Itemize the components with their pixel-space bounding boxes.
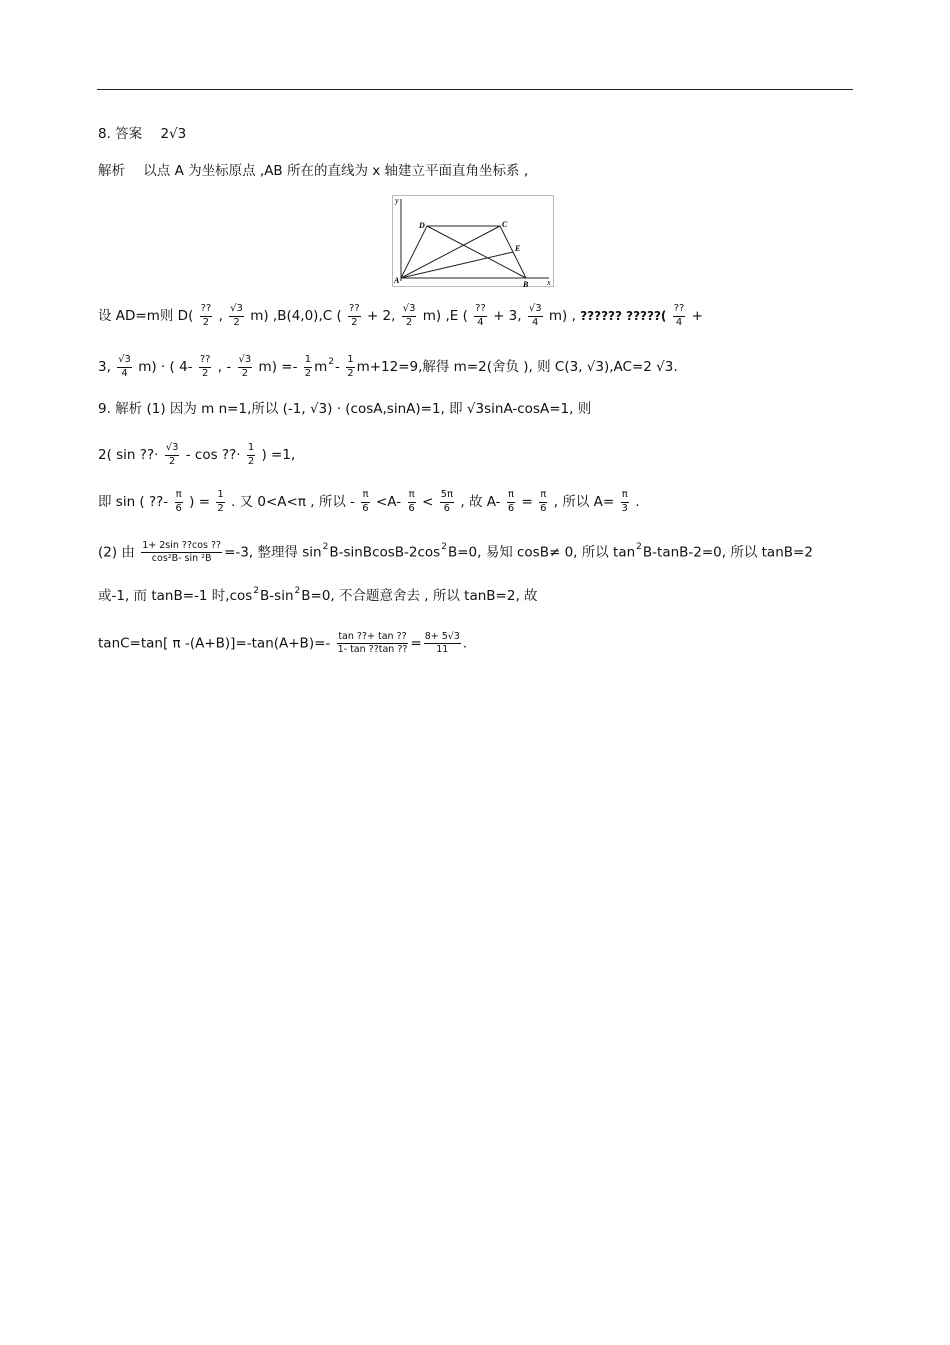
q9-line-5	[98, 586, 538, 604]
text-run: 或-1, 而 tanB=-1 时,cos	[98, 588, 253, 604]
q8-analysis-line	[98, 165, 528, 179]
text-run: . 又 0<A<π , 所以 -	[231, 494, 355, 510]
fraction: $\frac{1}{2}$	[217, 489, 224, 514]
text-run: ,	[218, 308, 223, 324]
fraction: $\frac{√3}{2}$	[238, 354, 252, 379]
fraction: $\frac{1+ 2\sin ??\cos ??}{\text{cos²B- sin ²B}}$	[142, 540, 222, 564]
text-run: m	[314, 359, 328, 375]
fraction: $\frac{1}{2}$	[304, 354, 312, 379]
fraction: $\frac{\pi}{3}$	[621, 489, 628, 514]
superscript: 2	[294, 586, 301, 596]
label-y: y	[395, 196, 399, 205]
fraction: $\frac{5\pi}{6}$	[440, 489, 454, 514]
text-run: , 所以 A=	[553, 494, 615, 510]
fraction: $\frac{??}{2}$	[200, 303, 212, 328]
segment-AD	[401, 226, 427, 278]
fraction: $\frac{1}{2}$	[247, 442, 255, 467]
superscript: 2	[328, 357, 335, 367]
fraction: $\frac{√3}{2}$	[230, 303, 243, 328]
text-run: (2) 由	[98, 544, 135, 561]
label-B: B	[523, 280, 529, 287]
text-run: ) =1,	[261, 447, 296, 463]
superscript: 2	[441, 542, 447, 553]
text-run: + 2,	[366, 308, 396, 324]
text-run: =	[410, 635, 422, 652]
text-run: m) ,	[548, 308, 576, 324]
superscript: 2	[253, 586, 260, 596]
q8-answer-value: 2√3	[160, 126, 187, 142]
text-run: .	[462, 635, 468, 652]
q9-line-4	[98, 541, 813, 564]
text-run: +	[691, 308, 703, 324]
q9-line-3	[98, 490, 639, 514]
label-x: x	[547, 278, 551, 287]
segment-AC	[401, 226, 500, 278]
q9-line-2	[98, 443, 295, 467]
fraction: $\frac{√3}{2}$	[165, 442, 179, 467]
figure-frame	[393, 196, 554, 287]
text-run: 即 sin ( ??-	[98, 494, 169, 510]
text-run: =-3, 整理得 sin	[224, 544, 322, 561]
text-run: =	[521, 494, 533, 510]
text-run: B-sinBcosB-2cos	[329, 544, 441, 561]
fraction: $\frac{??}{2}$	[199, 354, 211, 379]
fraction: $\frac{\pi}{6}$	[362, 489, 369, 514]
fraction: $\frac{1}{2}$	[347, 354, 354, 379]
q8-solution-line-2	[98, 355, 678, 379]
fraction: $\frac{??}{4}$	[475, 303, 486, 328]
text-run: ) =	[189, 494, 211, 510]
q8-solution-line-1	[98, 304, 703, 328]
text-run: B=0, 不合题意舍去 , 所以 tanB=2, 故	[301, 588, 538, 604]
text-run: 2( sin ??·	[98, 447, 159, 463]
text-run: B-sin	[260, 588, 294, 604]
fraction: $\frac{??}{2}$	[349, 303, 360, 328]
text-run: .	[635, 494, 640, 510]
superscript: 2	[322, 542, 329, 553]
q8-answer-line	[98, 128, 186, 142]
fraction: $\frac{??}{4}$	[673, 303, 685, 328]
fraction: $\frac{√3}{4}$	[118, 354, 131, 379]
fraction: $\frac{\pi}{6}$	[408, 489, 415, 514]
text-run: 设 AD=m则 D(	[98, 308, 194, 324]
text-run: , 故 A-	[460, 494, 501, 510]
superscript: 2	[636, 542, 642, 553]
fraction: $\frac{√3}{4}$	[528, 303, 542, 328]
text-run: m+12=9,解得 m=2(舍负 ), 则 C(3, √3),AC=2 √3.	[356, 359, 678, 375]
label-D: D	[419, 221, 425, 230]
fraction: $\frac{\tan ??+ \tan ??}{1- \tan ??\tan ??}$	[337, 631, 408, 655]
q8-analysis-label: 解析	[98, 163, 125, 179]
text-run: + 3,	[493, 308, 522, 324]
text-run: B-tanB-2=0, 所以 tanB=2	[642, 544, 813, 561]
q8-analysis-text: 以点 A 为坐标原点 ,AB 所在的直线为 x 轴建立平面直角坐标系 ,	[143, 163, 529, 179]
fraction: $\frac{8+ 5√3}{11}$	[424, 631, 460, 655]
q9-line-6	[98, 632, 467, 655]
text-run: 3,	[98, 359, 111, 375]
text-run: 9. 解析 (1) 因为 m n=1,所以 (-1, √3) · (cosA,sinA)=1, 即 √3sinA-cosA=1, 则	[98, 401, 592, 417]
fraction: $\frac{\pi}{6}$	[540, 489, 547, 514]
label-E: E	[515, 244, 521, 253]
text-run: - cos ??·	[185, 447, 241, 463]
trapezoid-figure	[392, 195, 554, 287]
garbled-text: ?????? ?????(	[580, 309, 667, 323]
q9-line-1	[98, 403, 591, 417]
label-C: C	[502, 220, 508, 229]
header-rule	[97, 89, 853, 90]
text-run: m) ,B(4,0),C (	[250, 308, 342, 324]
fraction: $\frac{\pi}{6}$	[507, 489, 515, 514]
segment-AE	[401, 252, 513, 278]
fraction: $\frac{\pi}{6}$	[175, 489, 182, 514]
text-run: m) =-	[258, 359, 298, 375]
text-run: <A-	[375, 494, 402, 510]
fraction: $\frac{√3}{2}$	[402, 303, 416, 328]
text-run: <	[422, 494, 434, 510]
text-run: tanC=tan[ π -(A+B)]=-tan(A+B)=-	[98, 635, 331, 652]
text-run: , -	[217, 359, 232, 375]
text-run: B=0, 易知 cosB≠ 0, 所以 tan	[447, 544, 636, 561]
text-run: m) · ( 4-	[138, 359, 193, 375]
text-run: -	[335, 359, 340, 375]
q8-answer-label: 8. 答案	[98, 126, 143, 142]
label-A: A	[394, 276, 400, 285]
text-run: m) ,E (	[422, 308, 468, 324]
